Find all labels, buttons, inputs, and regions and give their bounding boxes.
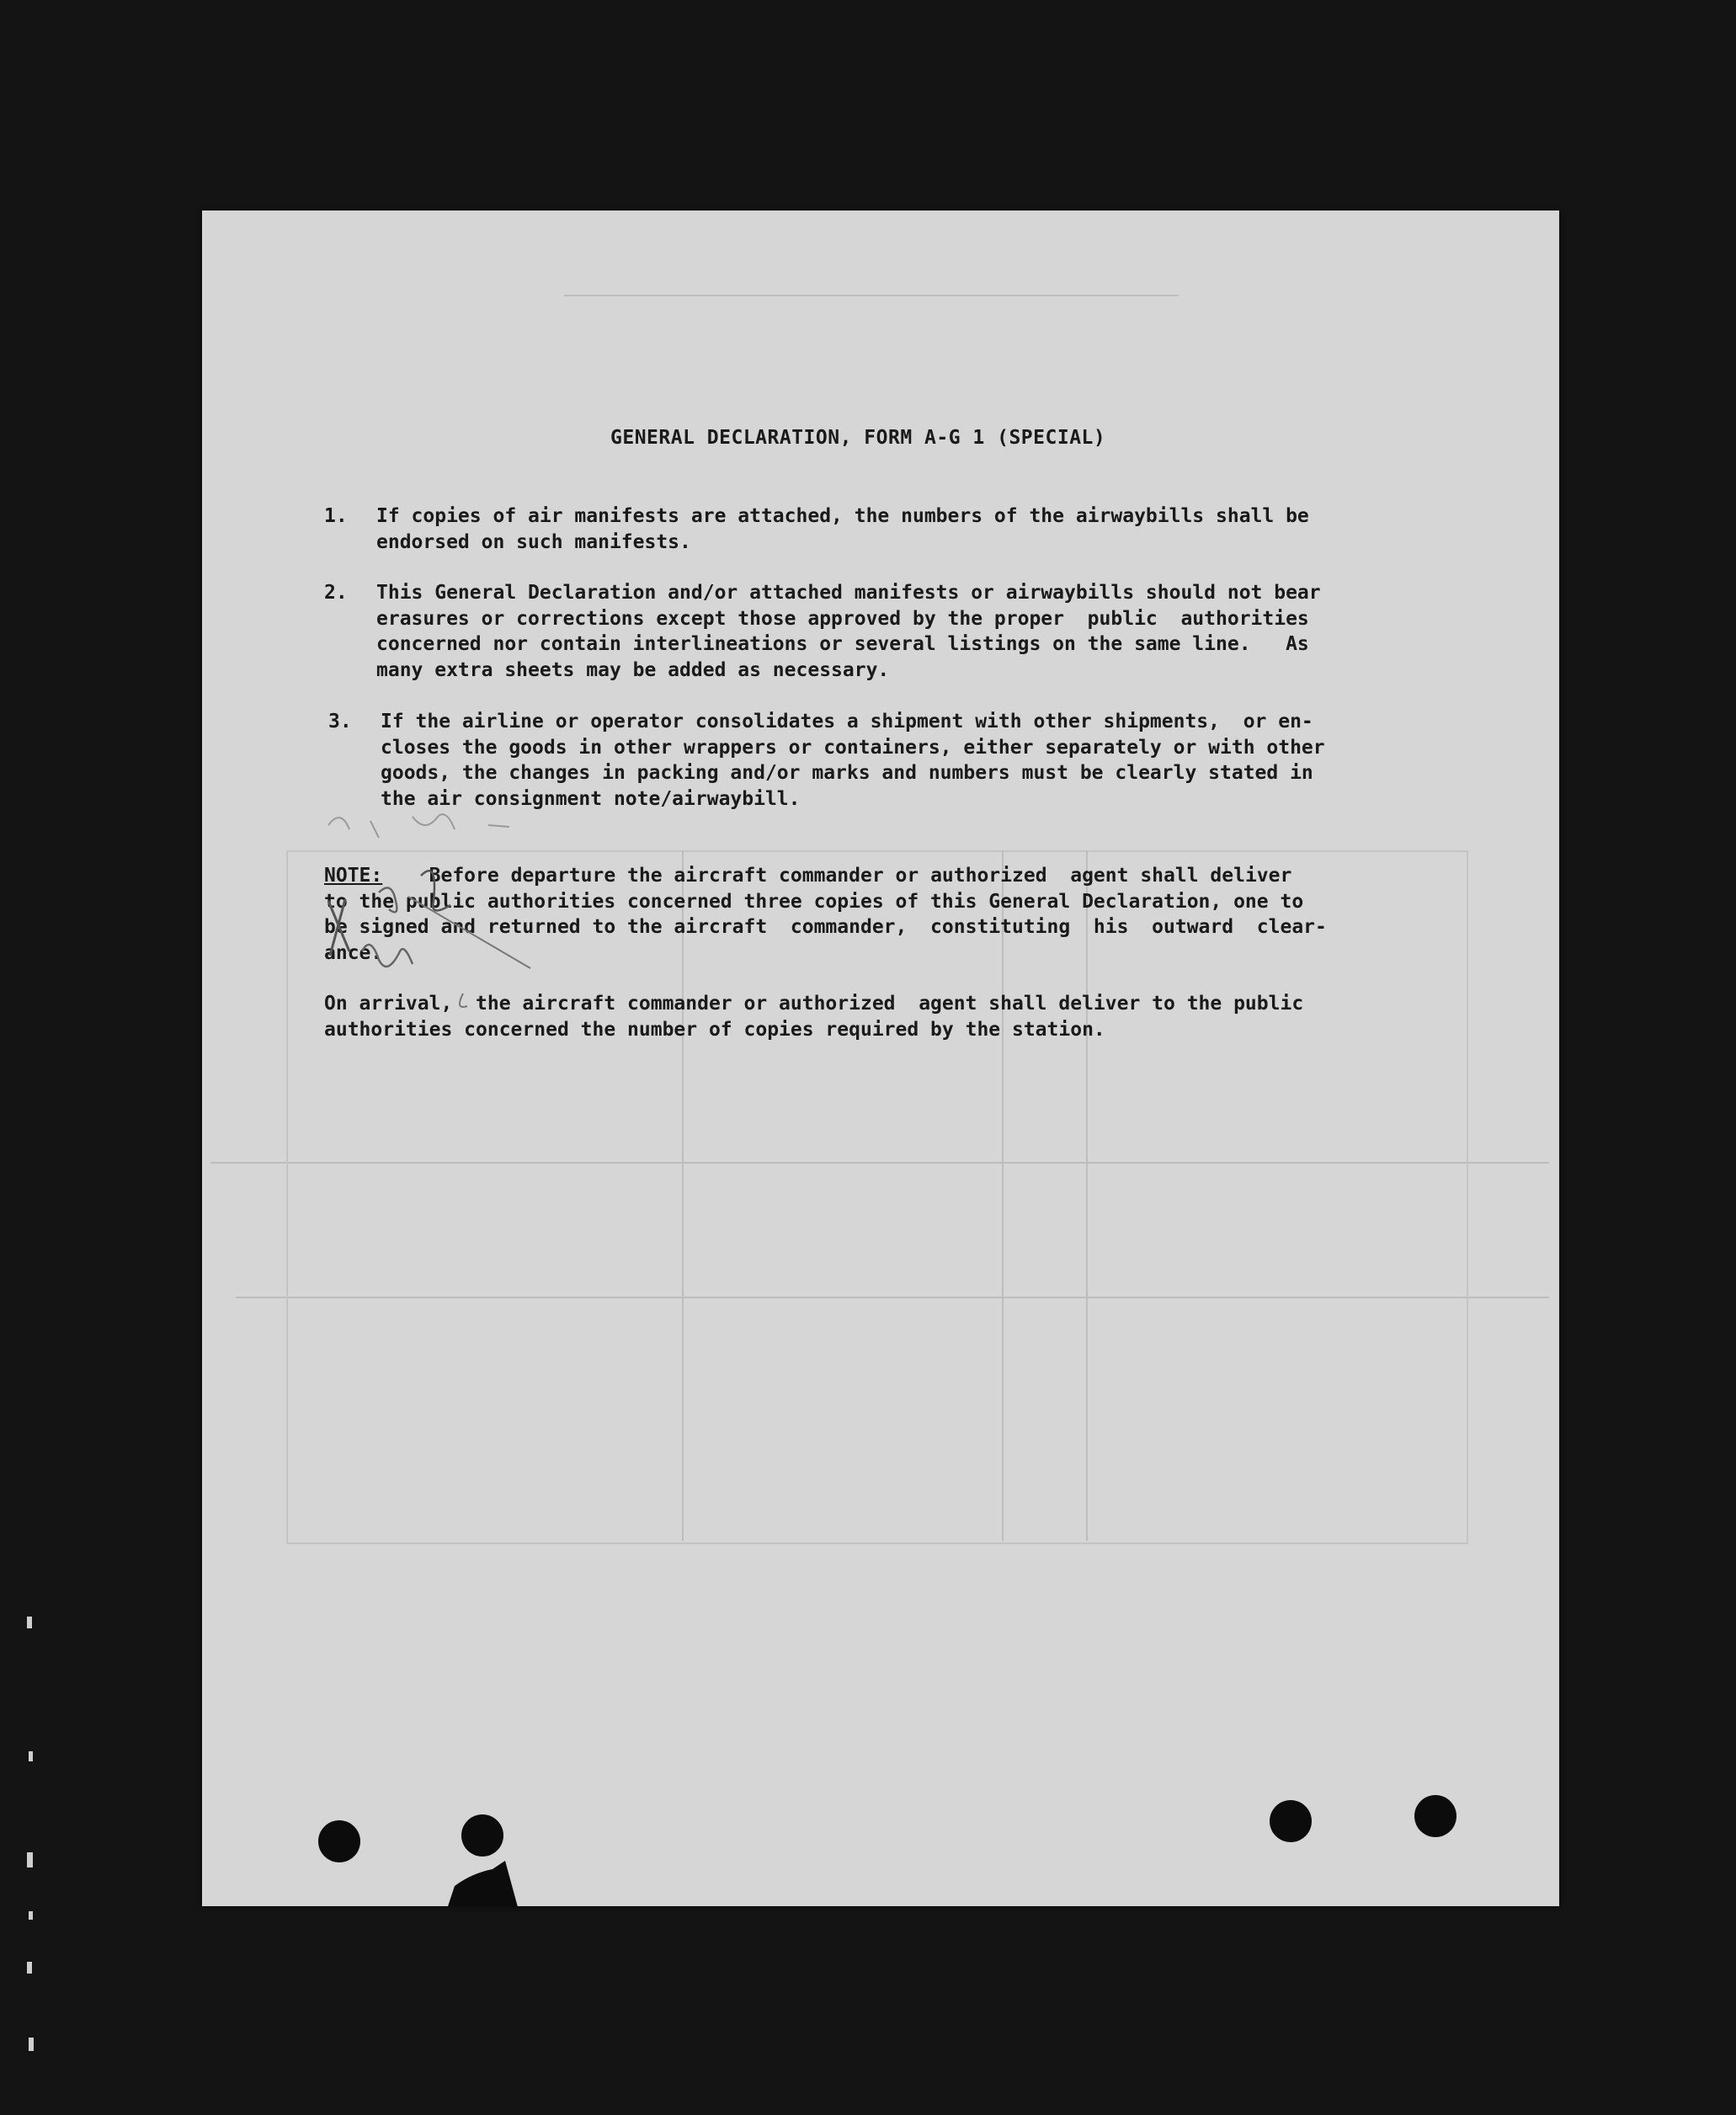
document-title: GENERAL DECLARATION, FORM A-G 1 (SPECIAL) <box>610 427 1106 449</box>
item-number: 1. <box>324 505 348 527</box>
item-line: many extra sheets may be added as necessary. <box>376 658 890 681</box>
arrival-line: On arrival, the aircraft commander or authorized agent shall deliver to the public <box>324 993 1304 1015</box>
item-line: This General Declaration and/or attached manifests or airwaybills should not bear <box>376 582 1321 604</box>
item-line: closes the goods in other wrappers or containers, either separately or with other <box>381 736 1325 759</box>
bleed-through-rule <box>564 295 1179 296</box>
instruction-item-3 <box>328 709 1325 812</box>
item-line: erasures or corrections except those approved by the proper public authorities <box>376 607 1309 630</box>
item-line: concerned nor contain interlineations or several listings on the same line. As <box>376 633 1309 655</box>
note-first-line: Before departure the aircraft commander or authorized agent shall deliver <box>382 865 1292 887</box>
punch-hole <box>1270 1800 1312 1842</box>
instruction-item-2 <box>324 580 1321 683</box>
item-line: If the airline or operator consolidates a shipment with other shipments, or en- <box>381 711 1313 733</box>
torn-edge <box>446 1844 547 1906</box>
note-line: ance. <box>324 941 383 964</box>
punch-hole <box>1414 1795 1456 1837</box>
item-line: goods, the changes in packing and/or marks and numbers must be clearly stated in <box>381 762 1313 784</box>
document-page <box>202 210 1559 1906</box>
note-line: to the public authorities concerned three copies of this General Declaration, one to <box>324 890 1304 913</box>
item-line: the air consignment note/airwaybill. <box>381 787 801 810</box>
note-line: be signed and returned to the aircraft commander, constituting his outward clear- <box>324 916 1327 938</box>
item-number: 2. <box>324 582 348 604</box>
item-line: endorsed on such manifests. <box>376 530 691 553</box>
arrival-line: authorities concerned the number of copies required by the station. <box>324 1018 1105 1041</box>
instruction-item-1 <box>324 503 1309 555</box>
item-number: 3. <box>328 711 352 733</box>
film-edge-marks <box>17 1600 51 2071</box>
punch-hole <box>318 1820 360 1862</box>
faint-pencil-notation <box>320 800 530 850</box>
item-line: If copies of air manifests are attached, the numbers of the airwaybills shall be <box>376 505 1309 527</box>
note-label: NOTE: <box>324 865 383 887</box>
